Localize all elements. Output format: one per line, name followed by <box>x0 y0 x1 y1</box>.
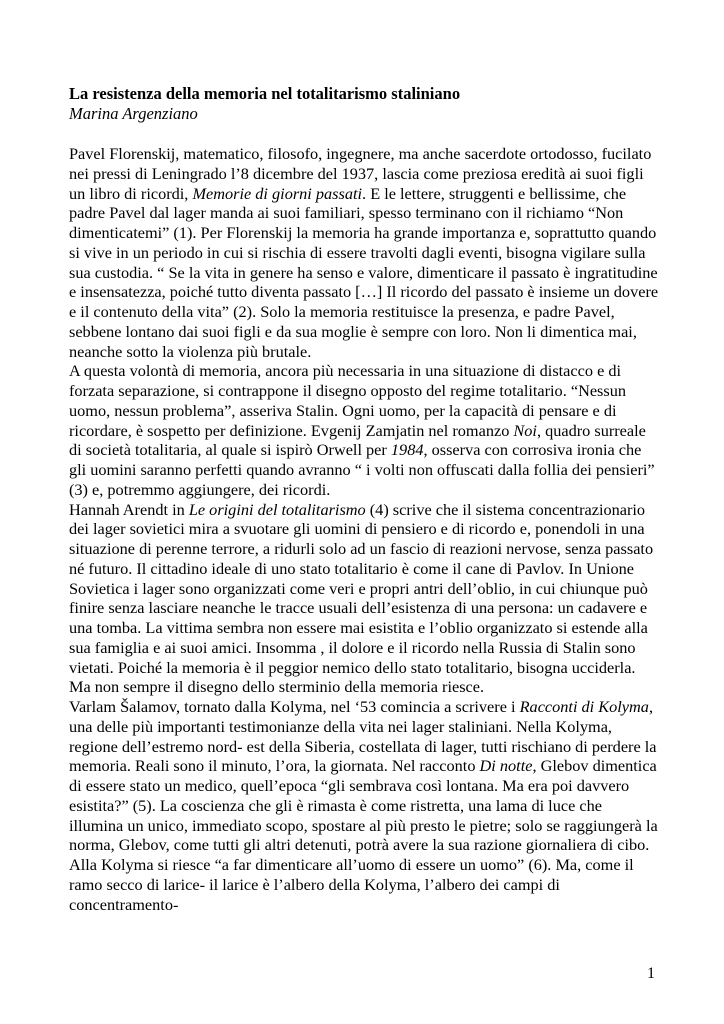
paragraph-text: , una delle più importanti testimonianze della vita nei lager staliniani. Nella Kolyma, regione dell’estremo nord- est della Siberia, costellata di lager, tutti rischiano di perdere la memoria. Reali sono il minuto, l’ora, la giornata. Nel racconto <box>69 697 657 776</box>
italic-title-text: 1984 <box>390 440 424 460</box>
italic-title-text: Le origini del totalitarismo <box>188 499 366 519</box>
body-paragraph <box>69 361 659 499</box>
paragraph-text: A questa volontà di memoria, ancora più necessaria in una situazione di distacco e di forzata separazione, si contrappone il disegno opposto del regime totalitario. “Nessun uomo, nessun problema”, asseriva Stalin. Ogni uomo, per la capacità di pensare e di ricordare, è sospetto per definizione. Evgenij Zamjatin nel romanzo <box>69 361 627 440</box>
italic-title-text: Di notte <box>479 756 533 776</box>
paragraph-text: Pavel Florenskij, matematico, filosofo, ingegnere, ma anche sacerdote ortodosso, fucilato nei pressi di Leningrado l’8 dicembre del 1937, lascia come preziosa eredità ai suoi figli un libro di ricordi, <box>69 144 652 203</box>
italic-title-text: Racconti di Kolyma <box>519 697 649 716</box>
body-paragraph <box>69 500 659 698</box>
body-paragraph <box>69 697 659 914</box>
paragraph-text: , osserva con corrosiva ironia che gli uomini saranno perfetti quando avranno “ i volti non offuscati dalla follia dei pensieri” (3) e, potremmo aggiungere, dei ricordi. <box>69 440 655 499</box>
paragraph-text: , quadro surreale di società totalitaria, al quale si ispirò Orwell per <box>69 420 646 460</box>
paragraph-text: Hannah Arendt in <box>69 499 189 519</box>
paragraph-text: (4) scrive che il sistema concentrazionario dei lager sovietici mira a svuotare gli uomini di pensiero e di ricordo e, ponendoli in una situazione di perenne terrore, a ridurli solo ad un fascio di reazioni nervose, senza passato né futuro. Il cittadino ideale di uno stato totalitario è come il cane di Pavlov. In Unione Sovietica i lager sono organizzati come veri e propri antri dell’oblio, in cui chiunque può finire senza lasciare neanche le tracce usuali dell’esistenza di una persona: un cadavere e una tomba. La vittima sembra non essere mai esistita e l’oblio organizzato si estende alla sua famiglia e ai suoi amici. Insomma , il dolore e il ricordo nella Russia di Stalin sono vietati. Poiché la memoria è il peggior nemico dello stato totalitario, bisogna ucciderla. Ma non sempre il disegno dello sterminio della memoria riesce. <box>69 499 654 697</box>
paragraph-text: , Glebov dimentica di essere stato un medico, quell’epoca “gli sembrava così lontana. Ma era poi davvero esistita?” (5). La coscienza che gli è rimasta è come ristretta, una lama di luce che illumina un unico, immediato scopo, spostare al più presto le pietre; solo se raggiungerà la norma, Glebov, come tutti gli altri detenuti, potrà avere la sua razione giornaliera di cibo. Alla Kolyma si riesce “a far dimenticare all’uomo di essere un uomo” (6). Ma, come il ramo secco di larice- il larice è l’albero della Kolyma, l’albero dei campi di concentramento- <box>69 756 658 914</box>
document-author: Marina Argenziano <box>69 104 198 123</box>
document-body <box>69 84 659 914</box>
document-title: La resistenza della memoria nel totalitarismo staliniano <box>69 84 461 103</box>
document-paragraphs <box>69 144 659 914</box>
paragraph-text: . E le lettere, struggenti e bellissime, che padre Pavel dal lager manda ai suoi familiari, spesso terminano con il richiamo “Non dimenticatemi” (1). Per Florenskij la memoria ha grande importanza e, soprattutto quando si vive in un periodo in cui si rischia di essere travolti dagli eventi, bisogna vigilare sulla sua custodia. “ Se la vita in genere ha senso e valore, dimenticare il passato è ingratitudine e insensatezza, poiché tutto diventa passato […] Il ricordo del passato è insieme un dovere e il contenuto della vita” (2). Solo la memoria restituisce la presenza, e padre Pavel, sebbene lontano dai suoi figli e da sua moglie è sempre con loro. Non li dimentica mai, neanche sotto la violenza più brutale. <box>69 183 659 361</box>
body-paragraph <box>69 144 659 361</box>
italic-title-text: Noi <box>513 420 537 440</box>
blank-line <box>69 124 659 144</box>
paragraph-text: Varlam Šalamov, tornato dalla Kolyma, nel ‘53 comincia a scrivere i <box>69 697 520 716</box>
italic-title-text: Memorie di giorni passati <box>192 183 363 203</box>
page-number: 1 <box>647 965 655 982</box>
